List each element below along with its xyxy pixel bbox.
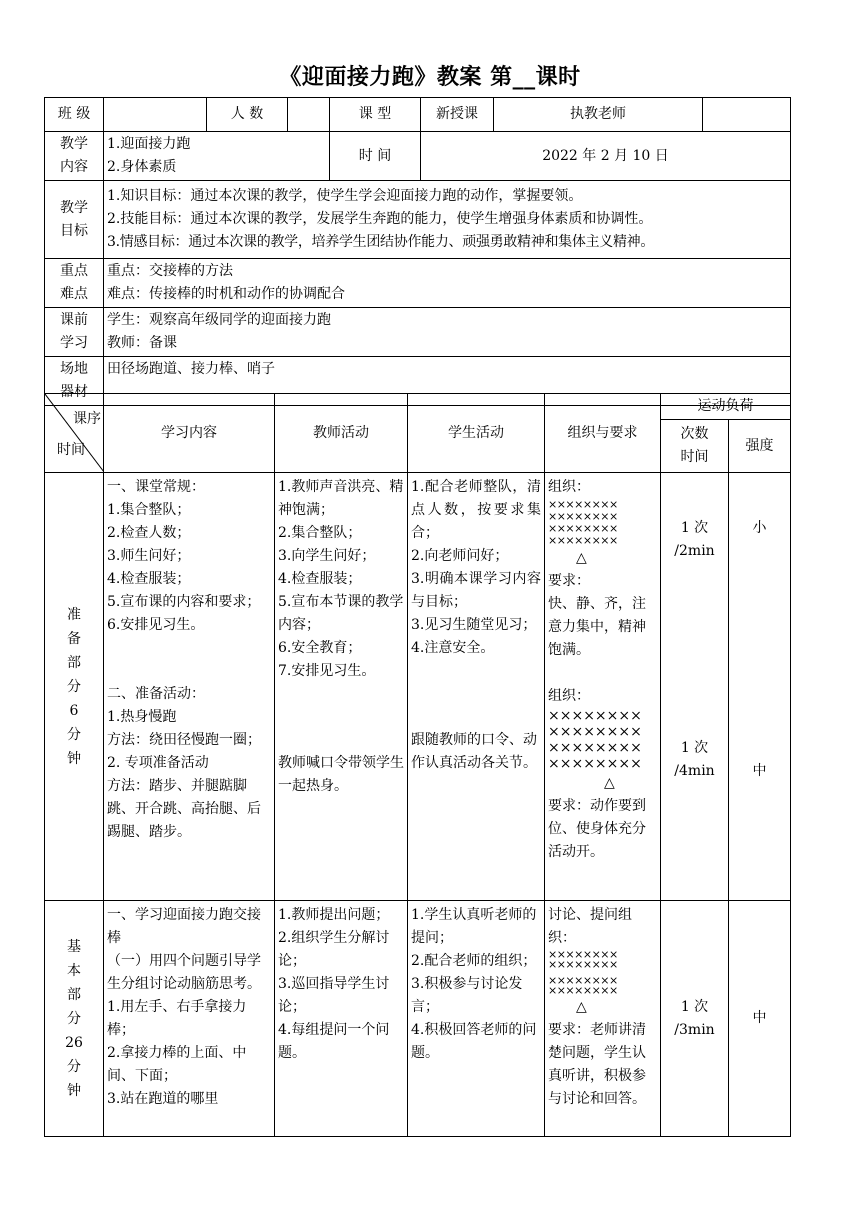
basic-student: 1.学生认真听老师的提问； 2.配合老师的组织； 3.积极参与讨论发言； 4.积极回答老师的问题。 <box>408 901 545 1137</box>
venue-label: 场地 器材 <box>45 357 104 406</box>
student-header: 学生活动 <box>408 394 545 473</box>
goals-label: 教学 目标 <box>45 181 104 259</box>
basic-content: 一、学习迎面接力跑交接棒 （一）用四个问题引导学生分组讨论动脑筋思考。 1.用左手、右手拿接力棒； 2.拿接力棒的上面、中间、下面； 3.站在跑道的哪里 <box>104 901 275 1137</box>
pre-label: 课前 学习 <box>45 308 104 357</box>
teacher-value <box>703 98 791 132</box>
prep-intensity: 小 中 <box>729 473 791 901</box>
goals-lines: 1.知识目标：通过本次课的教学，使学生学会迎面接力跑的动作，掌握要领。 2.技能目标：通过本次课的教学，发展学生奔跑的能力，使学生增强身体素质和协调性。 3.情感目标：通过本次课的教学，培养学生团结协作能力、顽强勇敢精神和集体主义精神。 <box>104 181 791 259</box>
teacher-position-icon: △ <box>604 775 615 791</box>
teacher-header: 教师活动 <box>275 394 408 473</box>
pre-lines: 学生：观察高年级同学的迎面接力跑 教师：备课 <box>104 308 791 357</box>
prep-teacher: 1.教师声音洪亮、精神饱满； 2.集合整队； 3.向学生问好； 4.检查服装； 5.宣布本节课的教学内容； 6.安全教育； 7.安排见习生。 教师喊口令带领学生一起热身。 <box>275 473 408 901</box>
type-value: 新授课 <box>421 98 494 132</box>
type-label: 课 型 <box>330 98 421 132</box>
count-value <box>288 98 330 132</box>
content-label: 教学 内容 <box>45 132 104 181</box>
prep-student: 1.配合老师整队，清点人数，按要求集合； 2.向老师问好； 3.明确本课学习内容与目标； 3.见习生随堂见习； 4.注意安全。 跟随教师的口令、动作认真活动各关节。 <box>408 473 545 901</box>
class-value <box>104 98 207 132</box>
teacher-position-icon: △ <box>576 999 587 1015</box>
seq-label: 课序 <box>73 411 101 427</box>
prep-part-label: 准 备 部 分 6 分 钟 <box>45 473 104 901</box>
intensity-header: 强度 <box>729 420 791 473</box>
basic-part-label: 基 本 部 分 26 分 钟 <box>45 901 104 1137</box>
lesson-table <box>44 393 791 1137</box>
basic-org: 讨论、提问组织： ×××××××× ×××××××× ×××××××× ×××××××× △ 要求：老师讲清楚问题，学生认真听讲，积极参与讨论和回答。 <box>545 901 661 1137</box>
teacher-position-icon: △ <box>576 550 587 566</box>
count-label: 人 数 <box>207 98 288 132</box>
teacher-label: 执教老师 <box>494 98 703 132</box>
class-label: 班 级 <box>45 98 104 132</box>
prep-content: 一、课堂常规： 1.集合整队； 2.检查人数； 3.师生问好； 4.检查服装； 5.宣布课的内容和要求； 6.安排见习生。 二、准备活动： 1.热身慢跑 方法：绕田径慢跑一圈； 2. 专项准备活动 方法：踏步、并腿踮脚跳、开合跳、高抬腿、后踢腿、踏步。 <box>104 473 275 901</box>
time-label-header: 时间 <box>57 442 85 458</box>
seq-time-header <box>45 394 104 473</box>
org-header: 组织与要求 <box>545 394 661 473</box>
basic-load: 1 次 /3min <box>661 901 729 1137</box>
content-header: 学习内容 <box>104 394 275 473</box>
key-lines: 重点：交接棒的方法 难点：传接棒的时机和动作的协调配合 <box>104 259 791 308</box>
load-header: 运动负荷 <box>661 394 791 420</box>
page-title: 《迎面接力跑》教案 第__课时 <box>279 65 581 90</box>
info-table <box>44 97 791 406</box>
prep-load: 1 次 /2min 1 次 /4min <box>661 473 729 901</box>
count-time-header: 次数 时间 <box>661 420 729 473</box>
content-lines: 1.迎面接力跑 2.身体素质 <box>104 132 330 181</box>
basic-intensity: 中 <box>729 901 791 1137</box>
basic-teacher: 1.教师提出问题； 2.组织学生分解讨论； 3.巡回指导学生讨论； 4.每组提问一个问题。 <box>275 901 408 1137</box>
venue-lines: 田径场跑道、接力棒、哨子 <box>104 357 791 406</box>
prep-org: 组织： ×××××××× ×××××××× ×××××××× ×××××××× △ 要求： 快、静、齐，注意力集中，精神饱满。 组织： ×××××××× ×××××××× ×××××××× ×××××××× △ 要求：动作要到位、使身体充分活动开。 <box>545 473 661 901</box>
time-value: 2022 年 2 月 10 日 <box>421 132 791 181</box>
time-label: 时 间 <box>330 132 421 181</box>
key-label: 重点 难点 <box>45 259 104 308</box>
